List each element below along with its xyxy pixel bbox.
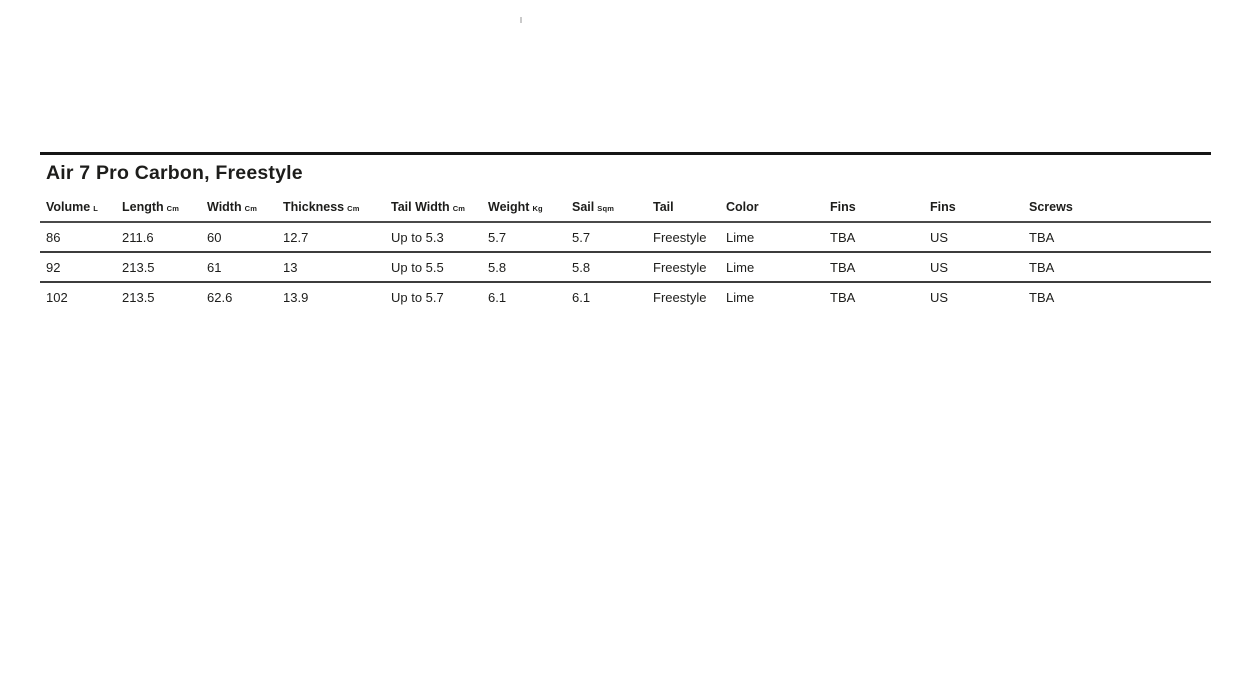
header-unit [956,204,959,213]
header-unit: Cm [452,204,466,213]
header-cell-length [116,196,201,222]
header-label: Sail [572,200,595,214]
cell-width: 62.6 [207,289,233,305]
header-cell-width [201,196,277,222]
cell-volume: 92 [40,252,116,282]
header-label: Width [207,200,242,214]
header-cell-tail [647,196,720,222]
cell-tail: Freestyle [647,252,720,282]
cell-weight: 6.1 [488,289,507,305]
table-header-row [40,196,1211,222]
cell-tail-width: Up to 5.7 [391,289,444,305]
header-unit: Cm [244,204,258,213]
header-unit [759,204,762,213]
header-unit: Cm [166,204,180,213]
stray-mark [520,17,522,23]
header-cell-tail-width [385,196,482,222]
cell-fins-2: US [924,252,1023,282]
header-label: Fins [930,200,956,214]
cell-volume: 102 [46,289,68,305]
header-unit [856,204,859,213]
table-row [40,222,1211,252]
header-label: Tail Width [391,200,450,214]
header-cell-volume [40,196,116,222]
header-label: Volume [46,200,91,214]
cell-thickness: 12.7 [277,222,385,252]
header-label: Screws [1029,200,1073,214]
cell-tail: Freestyle [653,289,707,305]
cell-length: 211.6 [116,222,201,252]
cell-sail: 6.1 [572,289,591,305]
header-unit [1073,204,1076,213]
cell-screws: TBA [1023,222,1211,252]
header-label: Length [122,200,164,214]
cell-screws: TBA [1023,252,1211,282]
header-label: Fins [830,200,856,214]
header-unit: L [93,204,99,213]
cell-color: Lime [726,289,755,305]
cell-color: Lime [720,222,824,252]
page-title: Air 7 Pro Carbon, Freestyle [46,162,303,184]
cell-fins-1: TBA [830,289,856,305]
cell-fins-1: TBA [824,222,924,252]
cell-weight: 5.7 [482,222,566,252]
header-cell-thickness [277,196,385,222]
cell-length: 213.5 [122,289,155,305]
header-label: Tail [653,200,674,214]
cell-fins-2: US [924,222,1023,252]
table-row [40,252,1211,282]
header-unit [674,204,677,213]
cell-weight: 5.8 [482,252,566,282]
cell-volume: 86 [40,222,116,252]
cell-sail: 5.8 [566,252,647,282]
cell-width: 60 [201,222,277,252]
cell-thickness: 13.9 [283,289,309,305]
spec-table [40,196,1211,311]
cell-tail-width: Up to 5.5 [385,252,482,282]
cell-fins-2: US [930,289,949,305]
header-cell-fins-1 [824,196,924,222]
header-label: Thickness [283,200,345,214]
header-unit: Cm [347,204,360,213]
cell-tail: Freestyle [647,222,720,252]
cell-sail: 5.7 [566,222,647,252]
cell-screws: TBA [1029,289,1055,305]
header-label: Color [726,200,759,214]
cell-width: 61 [201,252,277,282]
cell-thickness: 13 [277,252,385,282]
top-rule [40,152,1211,155]
header-cell-sail [566,196,647,222]
header-cell-screws [1023,196,1211,222]
header-cell-weight [482,196,566,222]
header-cell-color [720,196,824,222]
cell-fins-1: TBA [824,252,924,282]
spec-sheet [40,152,1211,311]
table-row [40,282,1211,311]
cell-color: Lime [720,252,824,282]
header-unit: Kg [532,204,543,213]
cell-length: 213.5 [116,252,201,282]
header-cell-fins-2 [924,196,1023,222]
cell-tail-width: Up to 5.3 [385,222,482,252]
header-unit: Sqm [597,204,615,213]
header-label: Weight [488,200,530,214]
